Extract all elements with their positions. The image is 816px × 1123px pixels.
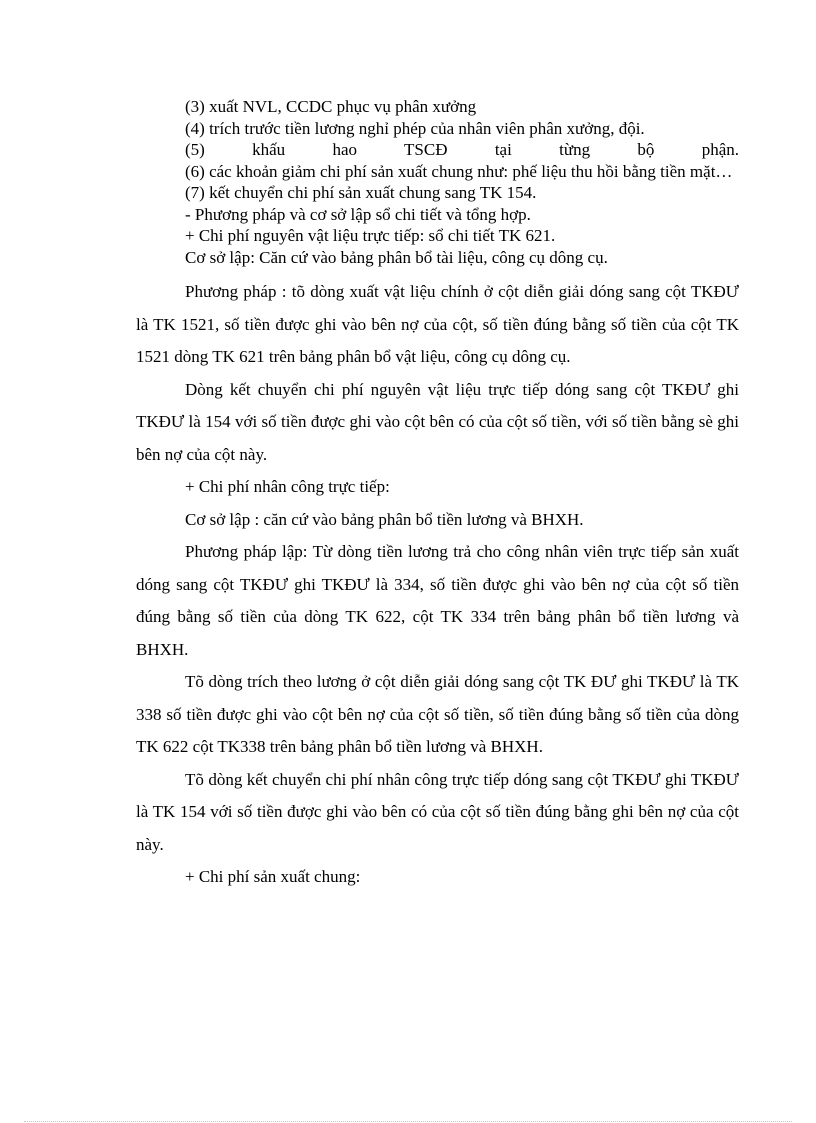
paragraph: + Chi phí sản xuất chung: bbox=[185, 867, 361, 886]
list-item: (3) xuất NVL, CCDC phục vụ phân xưởng bbox=[185, 97, 477, 116]
paragraph: + Chi phí nhân công trực tiếp: bbox=[185, 477, 390, 496]
paragraph: Phương pháp : tõ dòng xuất vật liệu chính ở cột diễn giải dóng sang cột TKĐƯ là TK 1521, số tiền được ghi vào bên nợ của cột, số tiền đúng bằng số tiền của cột TK 1521 dòng TK 621 trên bảng phân bổ vật liệu, công cụ dông cụ. bbox=[136, 282, 739, 366]
paragraph: Phương pháp lập: Từ dòng tiền lương trả cho công nhân viên trực tiếp sản xuất dóng sang cột TKĐƯ ghi TKĐƯ là 334, số tiền được ghi vào bên nợ của cột số tiền đúng bằng số tiền của dòng TK 622, cột TK 334 trên bảng phân bổ tiền lương và BHXH. bbox=[136, 542, 739, 659]
compact-list bbox=[136, 96, 739, 268]
list-item: Cơ sở lập: Căn cứ vào bảng phân bổ tài liệu, công cụ dông cụ. bbox=[185, 247, 608, 267]
paragraph: Dòng kết chuyển chi phí nguyên vật liệu trực tiếp dóng sang cột TKĐƯ ghi TKĐƯ là 154 với số tiền được ghi vào cột bên có của cột số tiền, với số tiền bằng sè ghi bên nợ của cột này. bbox=[136, 379, 739, 464]
list-item: + Chi phí nguyên vật liệu trực tiếp: sổ chi tiết TK 621. bbox=[185, 226, 556, 245]
document-body bbox=[136, 96, 739, 894]
paragraph: Tõ dòng trích theo lương ở cột diễn giải dóng sang cột TK ĐƯ ghi TKĐƯ là TK 338 số tiền được ghi vào cột bên nợ của cột số tiền, số tiền đúng bằng số tiền của dòng TK 622 cột TK338 trên bảng phân bổ tiền lương và BHXH. bbox=[136, 672, 739, 756]
paragraph-section bbox=[136, 276, 739, 894]
list-item: (7) kết chuyển chi phí sản xuất chung sang TK 154. bbox=[185, 183, 537, 202]
paragraph: Cơ sở lập : căn cứ vào bảng phân bổ tiền lương và BHXH. bbox=[185, 509, 584, 529]
list-item: - Phương pháp và cơ sở lập sổ chi tiết và tổng hợp. bbox=[185, 204, 531, 224]
page-bottom-border bbox=[24, 1121, 792, 1122]
list-item: (5) khấu hao TSCĐ tại từng bộ phận. bbox=[185, 140, 739, 159]
list-item: (6) các khoản giảm chi phí sản xuất chung như: phế liệu thu hồi bằng tiền mặt… bbox=[185, 161, 733, 181]
list-item: (4) trích trước tiền lương nghỉ phép của nhân viên phân xưởng, đội. bbox=[185, 118, 645, 138]
paragraph: Tõ dòng kết chuyển chi phí nhân công trực tiếp dóng sang cột TKĐƯ ghi TKĐƯ là TK 154 với số tiền được ghi vào bên có của cột số tiền đúng bằng ghi bên nợ của cột này. bbox=[136, 769, 739, 854]
